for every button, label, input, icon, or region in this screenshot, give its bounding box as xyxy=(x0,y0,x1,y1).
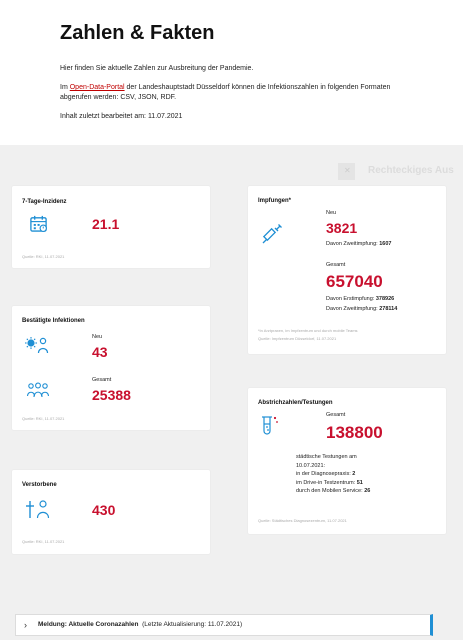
tests-total-label: Gesamt xyxy=(326,412,346,418)
vaccinations-total-label: Gesamt xyxy=(326,262,346,268)
tests-source: Quelle: Städtisches Diagnosezentrum, 11.07.2021 xyxy=(258,518,347,523)
vaccinations-source: Quelle: Impfzentrum Düsseldorf, 11.07.2021 xyxy=(258,336,337,341)
confirmed-new-label: Neu xyxy=(92,334,103,340)
confirmed-total-label: Gesamt xyxy=(92,377,112,383)
tests-line-1: städtische Testungen am xyxy=(296,454,357,460)
cross-person-icon xyxy=(25,499,51,519)
test-tube-icon xyxy=(258,414,280,436)
tests-line-4-value: 51 xyxy=(356,479,363,486)
intro-line: Hier finden Sie aktuelle Zahlen zur Ausbreitung der Pandemie. xyxy=(60,65,254,72)
deaths-source: Quelle: RKI, 11.07.2021 xyxy=(22,539,65,544)
intro-text xyxy=(60,64,420,131)
square-icon: ✕ xyxy=(338,163,355,180)
calendar-icon xyxy=(29,214,48,233)
confirmed-total-value: 25388 xyxy=(92,387,131,403)
incidence-card xyxy=(12,186,210,268)
tests-breakdown xyxy=(296,453,370,496)
intro-suffix: der Landeshauptstadt Düsseldorf können die Infektionszahlen in folgenden Formaten abgerufen werden: CSV, JSON, RDF. xyxy=(60,84,391,101)
tests-line-5 xyxy=(296,487,370,496)
tests-line-4-label: im Drive-in Testzentrum: xyxy=(296,479,357,486)
tests-line-4 xyxy=(296,479,370,488)
vaccinations-footnote: *In Arztpraxen, im Impfzentrum und durch mobile Teams xyxy=(258,328,358,333)
tests-total-value: 138800 xyxy=(326,423,383,442)
vaccinations-second xyxy=(326,306,397,312)
vaccinations-new-second xyxy=(326,241,391,247)
confirmed-new-value: 43 xyxy=(92,344,108,360)
virus-person-icon xyxy=(25,336,49,354)
tests-line-3 xyxy=(296,470,370,479)
second-value: 278114 xyxy=(379,306,398,312)
intro-prefix: Im xyxy=(60,84,70,91)
tests-line-5-value: 26 xyxy=(364,488,371,494)
vaccinations-new-label: Neu xyxy=(326,210,337,216)
incidence-value: 21.1 xyxy=(92,216,120,232)
tests-line-3-label: in der Diagnosepraxis: xyxy=(296,471,353,477)
incidence-title: 7-Tage-Inzidenz xyxy=(22,199,67,205)
first-value: 378926 xyxy=(375,296,395,302)
tests-card xyxy=(248,388,446,534)
accordion-label xyxy=(38,621,242,628)
new-second-value: 1607 xyxy=(379,241,392,247)
header xyxy=(0,0,463,145)
confirmed-source: Quelle: RKI, 11.07.2021 xyxy=(22,416,65,421)
vaccinations-card xyxy=(248,186,446,354)
deaths-value: 430 xyxy=(92,502,116,518)
tests-line-2: 10.07.2021: xyxy=(296,462,326,469)
skip-button[interactable] xyxy=(338,158,463,184)
tests-line-3-value: 2 xyxy=(352,471,356,477)
last-edited: Inhalt zuletzt bearbeitet am: 11.07.2021 xyxy=(60,113,183,120)
skip-button-label: Rechteckiges Aus xyxy=(368,165,454,176)
chevron-right-icon: › xyxy=(24,620,27,630)
open-data-portal-link[interactable]: Open-Data-Portal xyxy=(69,84,125,91)
first-label: Davon Erstimpfung: xyxy=(326,296,376,302)
new-second-label: Davon Zweitimpfung: xyxy=(326,241,380,247)
syringe-icon xyxy=(261,223,283,245)
deaths-card xyxy=(12,470,210,554)
vaccinations-total-value: 657040 xyxy=(326,272,383,291)
page-title: Zahlen & Fakten xyxy=(60,22,215,44)
vaccinations-new-value: 3821 xyxy=(326,220,358,236)
confirmed-title: Bestätigte Infektionen xyxy=(22,318,85,324)
open-data-paragraph xyxy=(60,83,420,103)
confirmed-card xyxy=(12,306,210,430)
deaths-title: Verstorbene xyxy=(22,482,57,488)
vaccinations-first xyxy=(326,296,394,302)
vaccinations-title: Impfungen* xyxy=(258,198,291,204)
incidence-source: Quelle: RKI, 11.07.2021 xyxy=(22,254,65,259)
accordion-title: Meldung: Aktuelle Coronazahlen xyxy=(38,621,139,628)
corona-news-accordion[interactable] xyxy=(15,614,433,636)
group-icon xyxy=(26,382,50,399)
tests-line-5-label: durch den Mobilen Service: xyxy=(296,488,365,494)
second-label: Davon Zweitimpfung: xyxy=(326,306,380,312)
accordion-subtitle: (Letzte Aktualisierung: 11.07.2021) xyxy=(142,621,243,628)
tests-title: Abstrichzahlen/Testungen xyxy=(258,400,333,406)
